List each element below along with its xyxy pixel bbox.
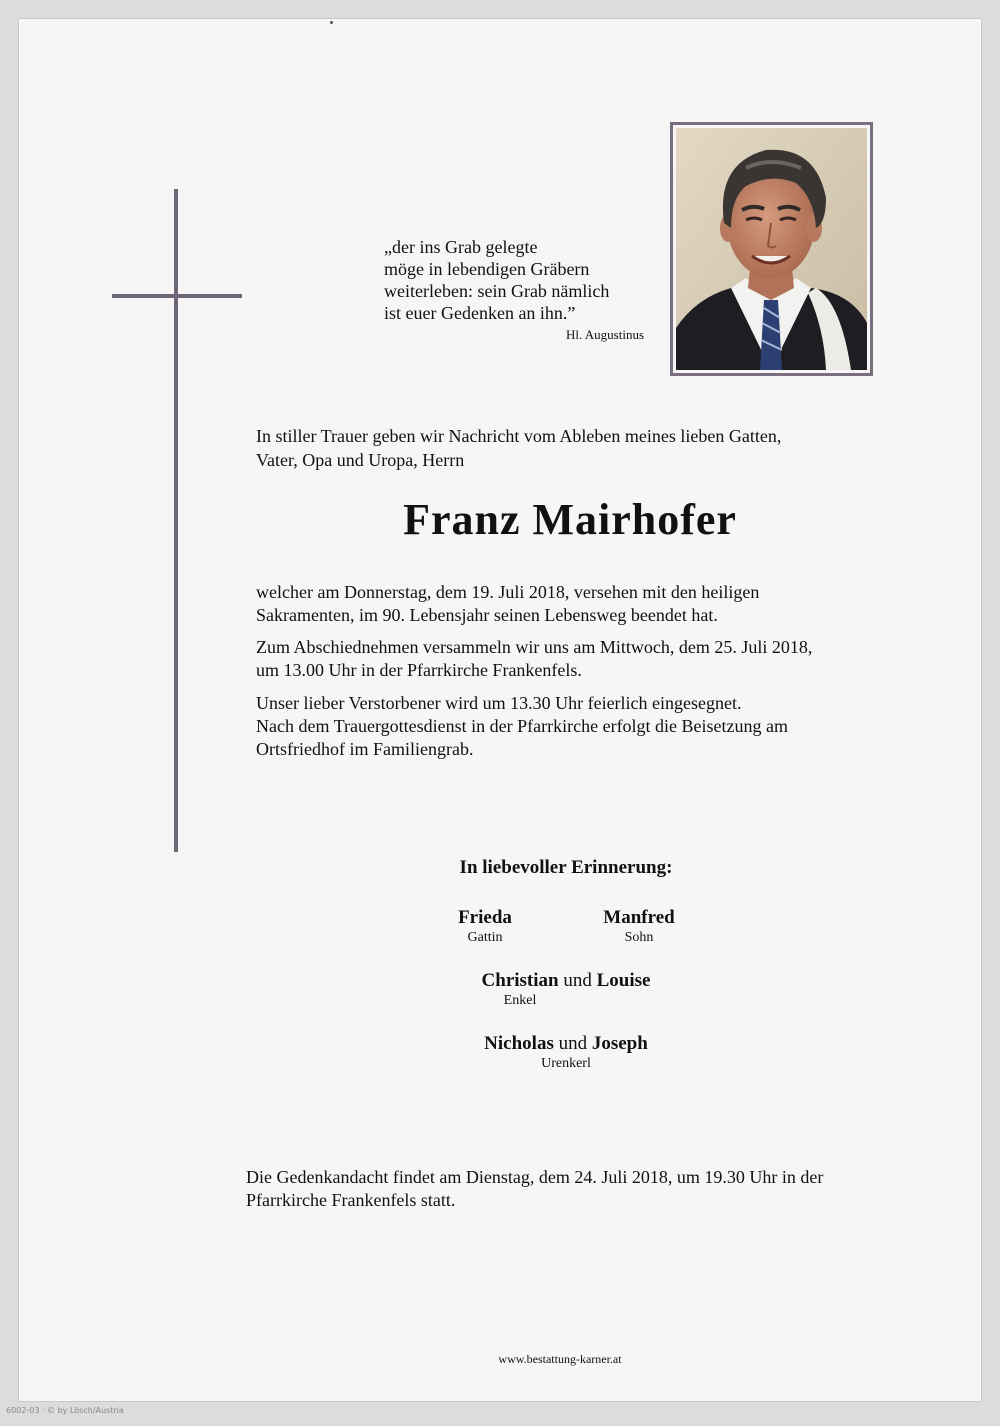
- farewell-paragraph: [256, 636, 916, 682]
- mourner-relation: Gattin: [467, 930, 503, 945]
- speck: [330, 21, 333, 24]
- mourner-name: Christian: [481, 970, 559, 991]
- mourner-relation: Urenkerl: [541, 1056, 591, 1071]
- mourner-relation: Sohn: [624, 930, 654, 945]
- mourner-name: Frieda: [458, 907, 512, 928]
- footer-line: Die Gedenkandacht findet am Dienstag, dem 24. Juli 2018, um 19.30 Uhr in der: [246, 1167, 824, 1187]
- intro-line: Vater, Opa und Uropa, Herrn: [256, 450, 465, 470]
- mourner-name: Manfred: [603, 907, 675, 928]
- mourner-relation: Enkel: [503, 993, 537, 1008]
- quote: [384, 236, 654, 324]
- burial-paragraph: [256, 692, 916, 761]
- paragraph-line: Ortsfriedhof im Familiengrab.: [256, 739, 474, 759]
- mourner-name: Louise: [596, 970, 651, 991]
- quote-author: Hl. Augustinus: [565, 327, 644, 342]
- cross-vertical-bar: [174, 189, 178, 852]
- paragraph-line: Zum Abschiednehmen versammeln wir uns am Mittwoch, dem 25. Juli 2018,: [256, 637, 813, 657]
- paragraph-line: welcher am Donnerstag, dem 19. Juli 2018, versehen mit den heiligen: [256, 582, 760, 602]
- quote-line: „der ins Grab gelegte: [384, 237, 538, 257]
- footer-line: Pfarrkirche Frankenfels statt.: [246, 1190, 456, 1210]
- website-link[interactable]: www.bestattung-karner.at: [498, 1352, 622, 1366]
- intro-line: In stiller Trauer geben wir Nachricht vom Ableben meines lieben Gatten,: [256, 426, 782, 446]
- death-notice-paragraph: [256, 581, 916, 627]
- quote-line: ist euer Gedenken an ihn.”: [384, 303, 576, 323]
- paragraph-line: Sakramenten, im 90. Lebensjahr seinen Lebensweg beendet hat.: [256, 605, 718, 625]
- portrait-frame: [670, 122, 873, 376]
- conjunction: und: [558, 1033, 588, 1054]
- quote-line: weiterleben: sein Grab nämlich: [384, 281, 610, 301]
- conjunction: und: [563, 970, 592, 991]
- intro-text: [256, 424, 896, 472]
- mourner-great-grandchildren: [366, 1033, 766, 1055]
- deceased-name: Franz Mairhofer: [403, 495, 737, 544]
- quote-line: möge in lebendigen Gräbern: [384, 259, 590, 279]
- memory-heading: In liebevoller Erinnerung:: [459, 857, 673, 878]
- mourner-grandchildren: [366, 970, 766, 992]
- mourner-name: Nicholas: [484, 1033, 554, 1054]
- mourner-name: Joseph: [591, 1033, 648, 1054]
- paragraph-line: Unser lieber Verstorbener wird um 13.30 Uhr feierlich eingesegnet.: [256, 693, 742, 713]
- paragraph-line: Nach dem Trauergottesdienst in der Pfarrkirche erfolgt die Beisetzung am: [256, 716, 789, 736]
- portrait-photo: [676, 128, 867, 370]
- cross-horizontal-bar: [112, 294, 242, 298]
- paragraph-line: um 13.00 Uhr in der Pfarrkirche Frankenfels.: [256, 660, 582, 680]
- mourner-manfred: [539, 907, 739, 947]
- imprint-text: 6002-03 · © by Lösch/Austria: [6, 1406, 124, 1415]
- memorial-service-text: [246, 1166, 926, 1212]
